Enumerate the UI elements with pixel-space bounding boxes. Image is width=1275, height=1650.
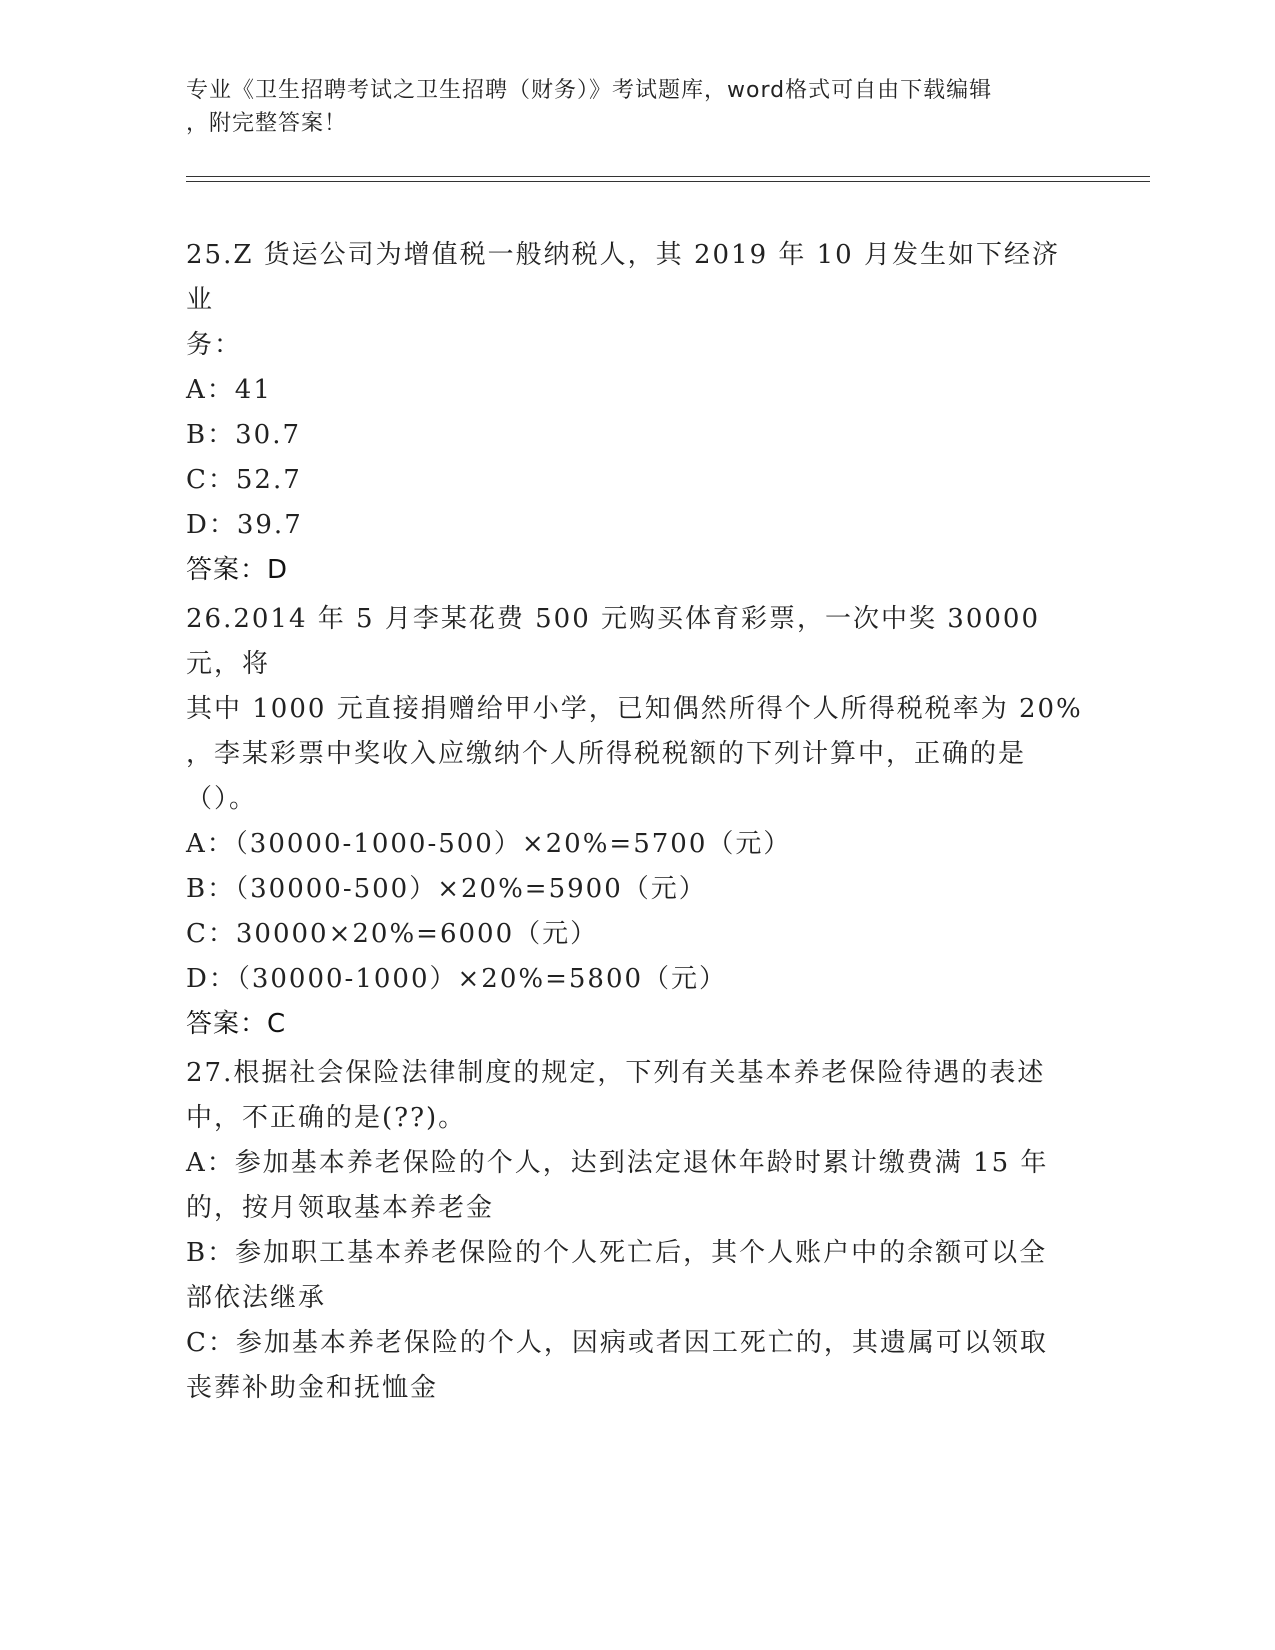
question-26 <box>186 597 1086 1047</box>
answer-line: 答案：D <box>186 555 289 585</box>
option-a: A：41 <box>186 375 272 405</box>
question-stem-line: 务： <box>186 330 243 360</box>
option-b: B：参加职工基本养老保险的个人死亡后，其个人账户中的余额可以全 <box>186 1238 1048 1268</box>
question-stem-line: （）。 <box>186 784 258 814</box>
question-stem-line: 其中 1000 元直接捐赠给甲小学，已知偶然所得个人所得税税率为 20% <box>186 694 1083 724</box>
option-a: A：参加基本养老保险的个人，达到法定退休年龄时累计缴费满 15 年 <box>186 1148 1049 1178</box>
header-divider <box>186 176 1150 177</box>
header-line: 专业《卫生招聘考试之卫生招聘（财务）》考试题库，word格式可自由下载编辑 <box>186 78 993 103</box>
document-header <box>186 74 1066 140</box>
question-stem-line: 25.Z 货运公司为增值税一般纳税人，其 2019 年 10 月发生如下经济业 <box>186 240 1060 315</box>
question-stem-line: 27.根据社会保险法律制度的规定，下列有关基本养老保险待遇的表述 <box>186 1058 1046 1088</box>
option-d: D：（30000-1000）×20%=5800（元） <box>186 964 728 994</box>
option-b: B：30.7 <box>186 420 301 450</box>
option-a-continued: 的，按月领取基本养老金 <box>186 1193 495 1223</box>
option-c: C：30000×20%=6000（元） <box>186 919 599 949</box>
option-c-continued: 丧葬补助金和抚恤金 <box>186 1373 439 1403</box>
option-c: C：参加基本养老保险的个人，因病或者因工死亡的，其遗属可以领取 <box>186 1328 1048 1358</box>
question-25 <box>186 233 1086 593</box>
question-stem-line: ，李某彩票中奖收入应缴纳个人所得税税额的下列计算中，正确的是 <box>186 739 1027 769</box>
question-stem-line: 中，不正确的是(??)。 <box>186 1103 467 1133</box>
option-b-continued: 部依法继承 <box>186 1283 327 1313</box>
header-divider <box>186 181 1150 182</box>
option-d: D：39.7 <box>186 510 303 540</box>
question-27 <box>186 1051 1086 1411</box>
option-b: B：（30000-500）×20%=5900（元） <box>186 874 707 904</box>
answer-line: 答案：C <box>186 1009 287 1039</box>
question-stem-line: 26.2014 年 5 月李某花费 500 元购买体育彩票，一次中奖 30000 元，将 <box>186 604 1040 679</box>
option-c: C：52.7 <box>186 465 302 495</box>
header-line: ，附完整答案！ <box>186 111 348 136</box>
option-a: A：（30000-1000-500）×20%=5700（元） <box>186 829 792 859</box>
